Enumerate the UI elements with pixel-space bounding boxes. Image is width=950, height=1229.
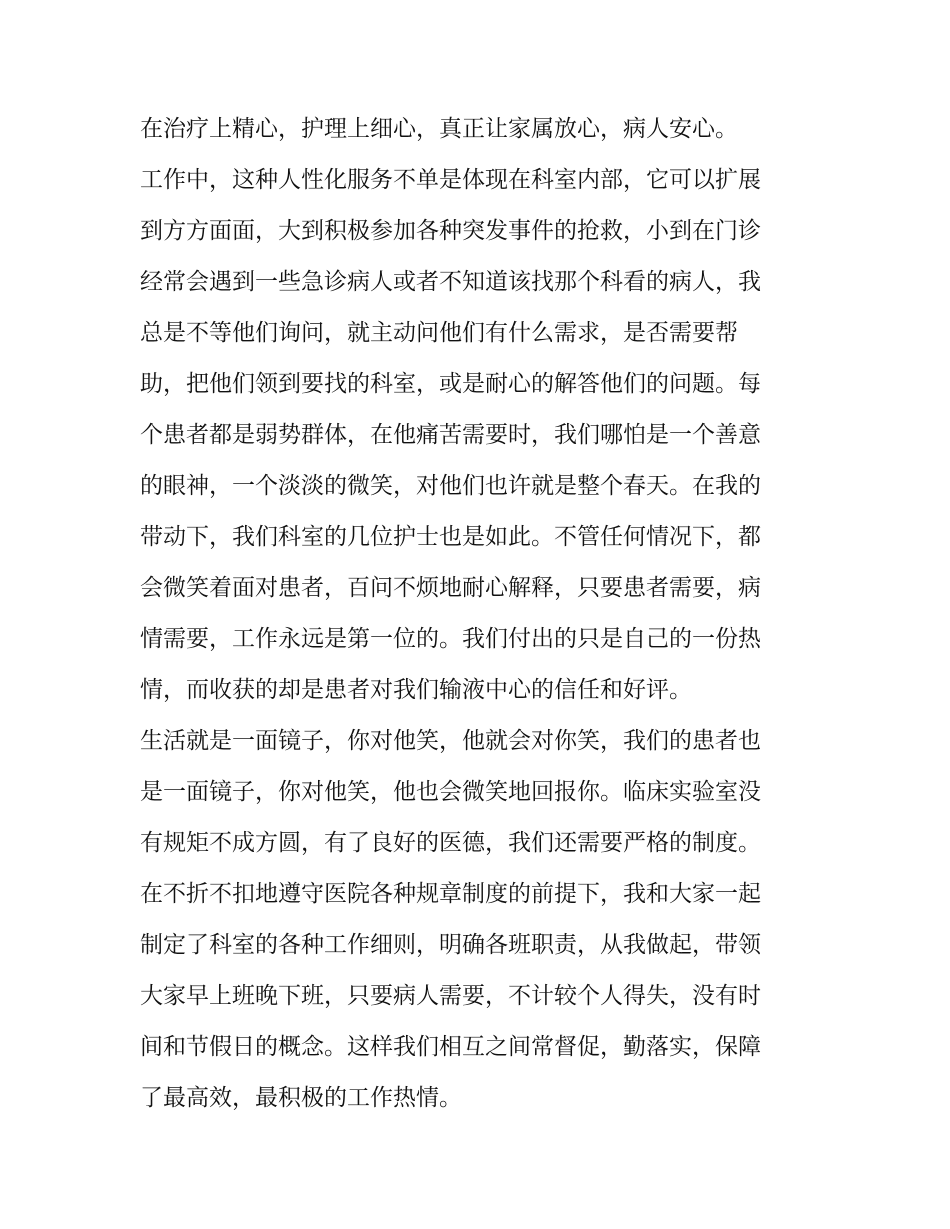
body-text xyxy=(140,104,820,1124)
text-line: 个患者都是弱势群体，在他痛苦需要时，我们哪怕是一个善意 xyxy=(140,422,761,448)
text-line: 情需要，工作永远是第一位的。我们付出的只是自己的一份热 xyxy=(140,626,761,652)
text-line: 是一面镜子，你对他笑，他也会微笑地回报你。临床实验室没 xyxy=(140,779,761,805)
text-line: 大家早上班晚下班，只要病人需要，不计较个人得失，没有时 xyxy=(140,983,761,1009)
text-line: 在治疗上精心，护理上细心，真正让家属放心，病人安心。 xyxy=(140,116,738,142)
text-line: 工作中，这种人性化服务不单是体现在科室内部，它可以扩展 xyxy=(140,167,761,193)
text-line: 助，把他们领到要找的科室，或是耐心的解答他们的问题。每 xyxy=(140,371,761,397)
text-line: 了最高效，最积极的工作热情。 xyxy=(140,1085,462,1111)
text-line: 经常会遇到一些急诊病人或者不知道该找那个科看的病人，我 xyxy=(140,269,761,295)
text-line: 情，而收获的却是患者对我们输液中心的信任和好评。 xyxy=(140,677,692,703)
text-line: 制定了科室的各种工作细则，明确各班职责，从我做起，带领 xyxy=(140,932,761,958)
text-line: 的眼神，一个淡淡的微笑，对他们也许就是整个春天。在我的 xyxy=(140,473,761,499)
text-line: 生活就是一面镜子，你对他笑，他就会对你笑，我们的患者也 xyxy=(140,728,761,754)
text-line: 带动下，我们科室的几位护士也是如此。不管任何情况下，都 xyxy=(140,524,761,550)
text-line: 在不折不扣地遵守医院各种规章制度的前提下，我和大家一起 xyxy=(140,881,761,907)
text-line: 到方方面面，大到积极参加各种突发事件的抢救，小到在门诊 xyxy=(140,218,761,244)
text-line: 总是不等他们询问，就主动问他们有什么需求，是否需要帮 xyxy=(140,320,738,346)
text-line: 间和节假日的概念。这样我们相互之间常督促，勤落实，保障 xyxy=(140,1034,761,1060)
text-line: 会微笑着面对患者，百问不烦地耐心解释，只要患者需要，病 xyxy=(140,575,761,601)
text-line: 有规矩不成方圆，有了良好的医德，我们还需要严格的制度。 xyxy=(140,830,761,856)
